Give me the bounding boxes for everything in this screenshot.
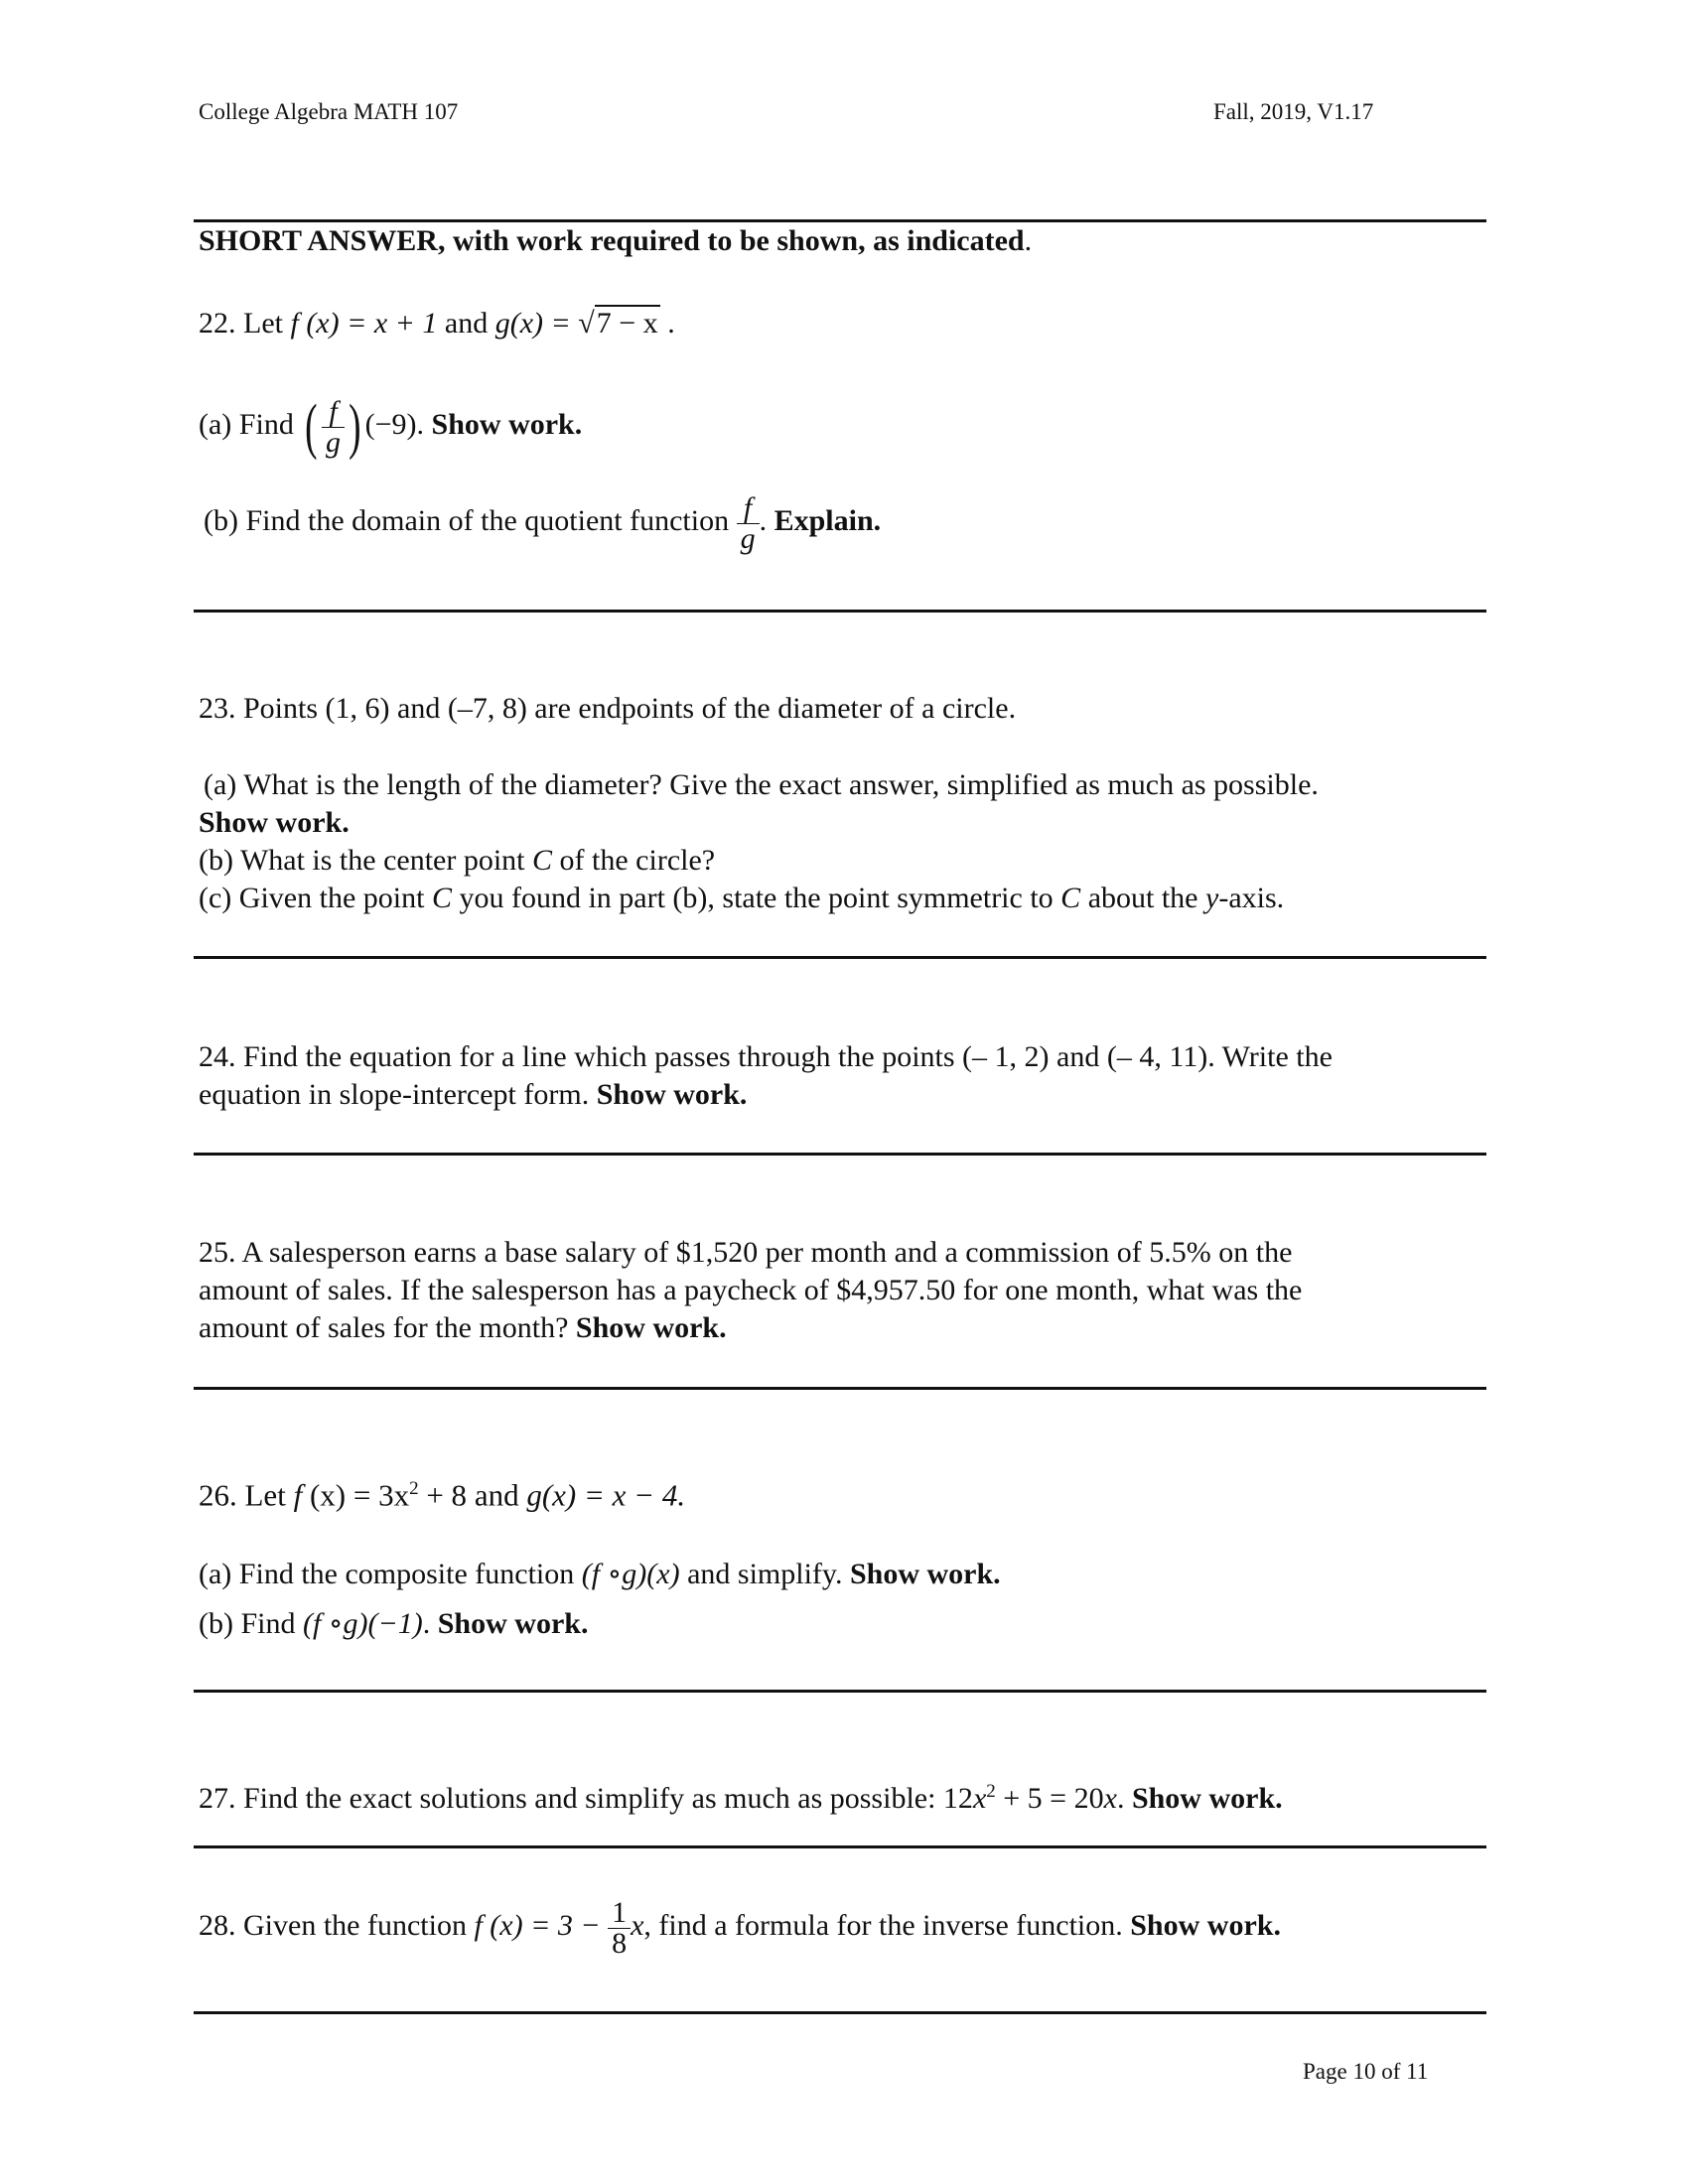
course-header: College Algebra MATH 107 bbox=[199, 99, 459, 124]
q23-b-prefix: (b) What is the center point bbox=[199, 844, 533, 877]
q26-g-def: g(x) = x − 4. bbox=[526, 1477, 686, 1513]
q23-part-a: (a) What is the length of the diameter? Give the exact answer, simplified as much as possible. bbox=[204, 768, 1319, 801]
q23-stem: 23. Points (1, 6) and (–7, 8) are endpoints of the diameter of a circle. bbox=[199, 692, 1017, 725]
q28-prefix: 28. Given the function bbox=[199, 1909, 475, 1942]
fraction-numerator: f bbox=[322, 397, 345, 428]
q23-c-end: -axis. bbox=[1218, 882, 1285, 914]
q24-line2-text: equation in slope-intercept form. bbox=[199, 1078, 597, 1111]
q26-a-suffix: and simplify. bbox=[679, 1558, 850, 1590]
q22-b-end: . bbox=[759, 504, 774, 537]
q25-line2: amount of sales. If the salesperson has a paycheck of $4,957.50 for one month, what was the bbox=[199, 1274, 1303, 1306]
q23-c-prefix: (c) Given the point bbox=[199, 882, 432, 914]
q27-stem bbox=[199, 1772, 1283, 1818]
q23-part-c bbox=[199, 879, 1284, 917]
q22-stem-prefix: 22. Let bbox=[199, 307, 291, 340]
q23-c-var2: C bbox=[1060, 882, 1081, 914]
q22-b-prefix: (b) Find the domain of the quotient function bbox=[204, 504, 737, 537]
q25-show-work: Show work. bbox=[575, 1311, 727, 1344]
q28-stem bbox=[199, 1891, 1281, 1961]
q27-var2: x bbox=[1103, 1782, 1117, 1815]
q22-g-lhs: g(x) = bbox=[494, 307, 579, 340]
q26-f-tail: + 8 bbox=[418, 1477, 468, 1513]
q22-a-arg: (−9). bbox=[364, 408, 432, 441]
q24-line2 bbox=[199, 1075, 747, 1114]
q23-b-suffix: of the circle? bbox=[552, 844, 716, 877]
fraction-one-eighth bbox=[608, 1895, 631, 1960]
q23-c-var3: y bbox=[1205, 882, 1219, 914]
q22-a-prefix: (a) Find bbox=[199, 408, 302, 441]
fraction-numerator: f bbox=[737, 493, 760, 524]
q26-a-show-work: Show work. bbox=[849, 1558, 1001, 1590]
page-number: Page 10 of 11 bbox=[1303, 2059, 1429, 2084]
paren-open: ( bbox=[305, 393, 318, 462]
q26-b-prefix: (b) Find bbox=[199, 1607, 303, 1640]
q26-part-b bbox=[199, 1604, 588, 1643]
q25-line3-text: amount of sales for the month? bbox=[199, 1311, 576, 1344]
divider bbox=[194, 610, 1486, 613]
q23-part-b bbox=[199, 841, 715, 880]
fraction-f-over-g-b bbox=[737, 490, 760, 555]
q22-part-b bbox=[204, 486, 881, 556]
section-title bbox=[199, 221, 1032, 260]
q22-part-a bbox=[199, 390, 582, 460]
section-title-period: . bbox=[1024, 224, 1033, 257]
q24-show-work: Show work. bbox=[596, 1078, 748, 1111]
q23-c-mid: you found in part (b), state the point symmetric to bbox=[451, 882, 1061, 914]
sqrt-symbol: √ bbox=[578, 307, 595, 340]
q26-b-show-work: Show work. bbox=[437, 1607, 589, 1640]
divider bbox=[194, 1387, 1486, 1390]
fraction-denominator: 8 bbox=[612, 1926, 628, 1960]
section-title-text: SHORT ANSWER, with work required to be shown, as indicated bbox=[199, 224, 1025, 257]
q27-show-work: Show work. bbox=[1131, 1782, 1283, 1815]
q26-f-exp: 2 bbox=[409, 1478, 419, 1499]
q23-a-show-work bbox=[199, 803, 350, 842]
q26-f-rest: (x) = 3x bbox=[302, 1477, 410, 1513]
q23-c-var1: C bbox=[431, 882, 452, 914]
q26-part-a bbox=[199, 1555, 1001, 1593]
fraction-denominator: g bbox=[325, 425, 341, 459]
q22-f-def: f (x) = x + 1 bbox=[290, 307, 438, 340]
q22-b-explain: Explain. bbox=[774, 504, 882, 537]
divider bbox=[194, 1690, 1486, 1693]
q23-a-show-work-text: Show work. bbox=[199, 806, 350, 839]
q23-c-mid2: about the bbox=[1080, 882, 1205, 914]
q22-end: . bbox=[659, 307, 675, 340]
q25-line1: 25. A salesperson earns a base salary of $1,520 per month and a commission of 5.5% on the bbox=[199, 1236, 1293, 1269]
q24-line1: 24. Find the equation for a line which passes through the points (– 1, 2) and (– 4, 11). Write the bbox=[199, 1040, 1333, 1073]
q28-show-work: Show work. bbox=[1130, 1909, 1281, 1942]
q22-radicand: 7 − x bbox=[596, 307, 658, 340]
term-header: Fall, 2019, V1.17 bbox=[1213, 99, 1374, 124]
paren-close: ) bbox=[349, 393, 361, 462]
q28-f-var: x bbox=[631, 1909, 644, 1942]
q26-and: and bbox=[467, 1477, 527, 1513]
q26-b-end: . bbox=[422, 1607, 438, 1640]
q23-b-var: C bbox=[532, 844, 553, 877]
q27-prefix: 27. Find the exact solutions and simplify as much as possible: 12 bbox=[199, 1782, 973, 1815]
q26-stem bbox=[199, 1469, 685, 1514]
q27-var: x bbox=[972, 1782, 987, 1815]
fraction-f-over-g bbox=[322, 394, 345, 459]
q27-mid: + 5 = 20 bbox=[995, 1782, 1104, 1815]
q22-a-show-work: Show work. bbox=[431, 408, 583, 441]
q26-prefix: 26. Let bbox=[199, 1477, 294, 1513]
q26-a-expr: (f ∘g)(x) bbox=[581, 1558, 680, 1590]
q28-mid: , find a formula for the inverse function. bbox=[643, 1909, 1131, 1942]
q25-line3 bbox=[199, 1308, 727, 1347]
q22-stem bbox=[199, 304, 675, 342]
divider bbox=[194, 1153, 1486, 1156]
q26-f-name: f bbox=[293, 1477, 303, 1513]
q26-a-prefix: (a) Find the composite function bbox=[199, 1558, 582, 1590]
fraction-denominator: g bbox=[740, 521, 756, 555]
q22-and: and bbox=[437, 307, 495, 340]
divider bbox=[194, 2011, 1486, 2014]
q27-end: . bbox=[1116, 1782, 1132, 1815]
fraction-numerator: 1 bbox=[608, 1898, 631, 1929]
divider bbox=[194, 1845, 1486, 1848]
q26-b-expr: (f ∘g)(−1) bbox=[303, 1607, 423, 1640]
q28-f-lhs: f (x) = 3 − bbox=[474, 1909, 609, 1942]
divider bbox=[194, 956, 1486, 959]
q27-exp: 2 bbox=[986, 1781, 996, 1802]
